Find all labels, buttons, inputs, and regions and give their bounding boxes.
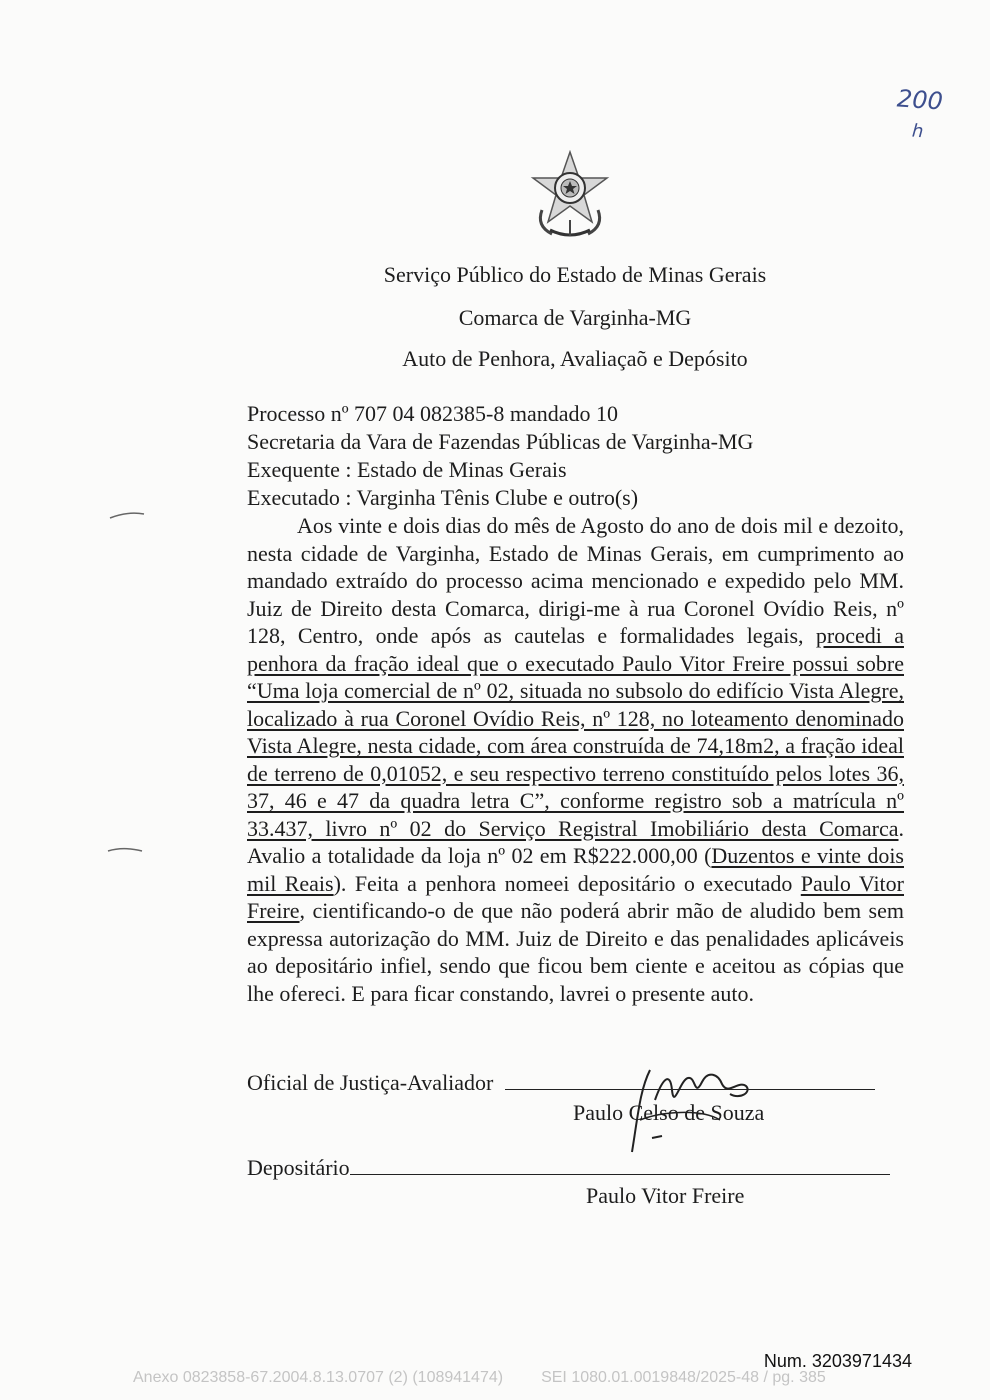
depositario-signature-row [247,1155,890,1181]
body-underlined-property: procedi a penhora da fração ideal que o executado Paulo Vitor Freire possui sobre “Uma loja comercial de nº 02, situada no subsolo do edifício Vista Alegre, localizado à rua Coronel Ovídio Reis, nº 128, no loteamento denominado Vista Alegre, nesta cidade, com área construída de 74,18m2, a fração ideal de terreno de 0,01052, e seu respectivo terreno constituído pelos lotes 36, 37, 46 e 47 da quadra letra C”, conforme registro sob a matrícula nº 33.437, livro nº 02 do Serviço Registral Imobiliário desta Comarca [247,623,904,841]
body-text-1: Aos vinte e dois dias do mês de Agosto do ano de dois mil e dezoito, nesta cidade de Varginha, Estado de Minas Gerais, em cumprimento ao mandado extraído do processo acima mencionado e expedido pelo MM. Juiz de Direito desta Comarca, dirigi-me à rua Coronel Ovídio Reis, nº 128, Centro, onde após as cautelas e formalidades legais, [247,513,904,648]
oficial-name: Paulo Celso de Souza [573,1100,765,1125]
body-underlined-depositary: Paulo Vitor Freire [247,870,904,923]
margin-mark-icon [106,845,146,857]
document-header-line-2: Comarca de Varginha-MG [458,305,692,330]
footer-sei: SEI 1080.01.0019848/2025-48 / pg. 385 [541,1369,826,1386]
executado-line: Executado : Varginha Tênis Clube e outro(s) [247,485,639,510]
body-text-3: ). Feita a penhora nomeei depositário o executado [333,870,801,896]
footer-reference [133,1369,826,1387]
oficial-signature-row [247,1070,875,1096]
processo-line: Processo nº 707 04 082385-8 mandado 10 [247,401,619,426]
body-underlined-value: Duzentos e vinte dois mil Reais [247,843,904,896]
handwritten-number: 200 [896,84,944,116]
depositario-name: Paulo Vitor Freire [586,1183,745,1208]
footer-anexo: Anexo 0823858-67.2004.8.13.0707 (2) (108941474) [133,1369,504,1386]
margin-mark-icon [108,510,148,522]
document-number: Num. 3203971434 [763,1351,912,1371]
document-header-line-1: Serviço Público do Estado de Minas Gerais [383,262,767,287]
document-title: Auto de Penhora, Avaliaçaõ e Depósito [402,346,748,371]
depositario-label: Depositário [247,1155,350,1180]
body-text-2: . Avalio a totalidade da loja nº 02 em R$222.000,00 ( [247,815,904,868]
exequente-line: Exequente : Estado de Minas Gerais [247,457,567,482]
case-details [247,400,907,512]
handwritten-initial: h [911,120,925,143]
body-text-4: , cientificando-o de que não poderá abrir mão de aludido bem sem expressa autorização do MM. Juiz de Direito e das penalidades aplicáveis ao depositário infiel, sendo que ficou bem ciente e aceitou as cópias que lhe ofereci. E para ficar constando, lavrei o presente auto. [247,898,904,1006]
oficial-label: Oficial de Justiça-Avaliador [247,1070,494,1095]
coat-of-arms-seal-icon [530,150,610,242]
depositario-signature-line [350,1174,890,1175]
secretaria-line: Secretaria da Vara de Fazendas Públicas de Varginha-MG [247,429,754,454]
handwritten-signature-icon [610,1060,770,1160]
body-paragraph [247,512,904,1007]
handwritten-page-number [894,84,944,143]
